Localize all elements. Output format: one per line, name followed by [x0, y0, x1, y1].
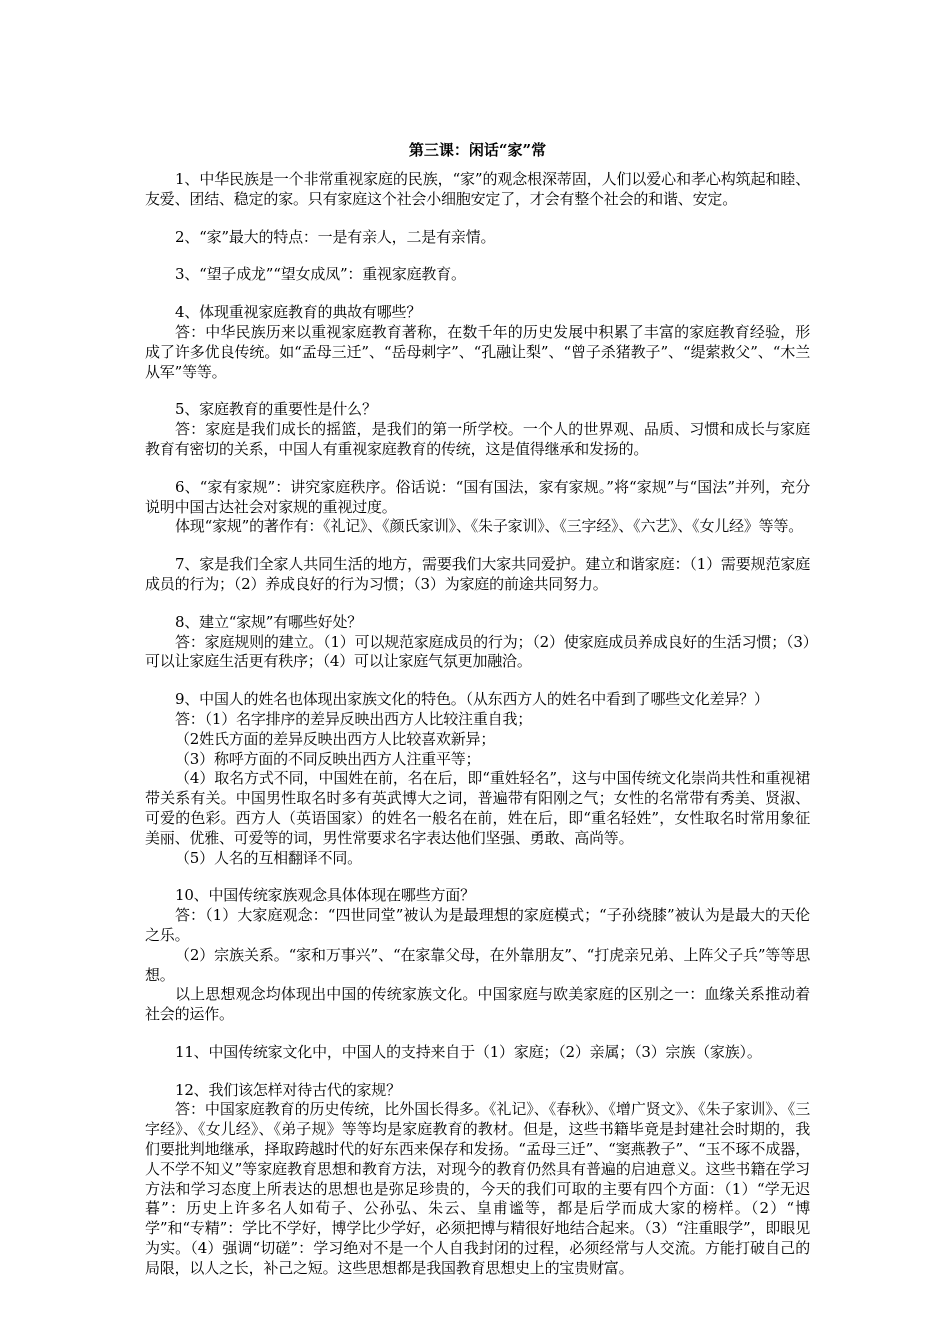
paragraph: 以上思想观念均体现出中国的传统家族文化。中国家庭与欧美家庭的区别之一：血缘关系推动着社会的运作。 — [145, 985, 810, 1024]
paragraph: 12、我们该怎样对待古代的家规？ — [175, 1080, 401, 1099]
paragraph: 2、“家”最大的特点：一是有亲人，二是有亲情。 — [175, 227, 496, 246]
paragraph: 8、建立“家规”有哪些好处？ — [175, 612, 363, 631]
paragraph: （2姓氏方面的差异反映出西方人比较喜欢新异； — [175, 729, 496, 748]
section-s2 — [145, 228, 810, 248]
paragraph: 1、中华民族是一个非常重视家庭的民族，“家”的观念根深蒂固，人们以爱心和孝心构筑起和睦、友爱、团结、稳定的家。只有家庭这个社会小细胞安定了，才会有整个社会的和谐、安定。 — [145, 170, 810, 208]
document-body — [145, 170, 810, 1279]
section-s3 — [145, 265, 810, 285]
paragraph: （3）称呼方面的不同反映出西方人注重平等； — [175, 749, 481, 768]
paragraph: 10、中国传统家族观念具体体现在哪些方面？ — [175, 886, 475, 905]
document-page — [145, 140, 810, 1297]
section-s1 — [145, 170, 810, 210]
section-s12 — [145, 1081, 810, 1279]
paragraph: 3、“望子成龙”“望女成凤”：重视家庭教育。 — [175, 265, 466, 284]
section-s4 — [145, 303, 810, 382]
section-s10 — [145, 886, 810, 1025]
paragraph: 7、家是我们全家人共同生活的地方，需要我们大家共同爱护。建立和谐家庭：（1）需要规范家庭成员的行为；（2）养成良好的行为习惯；（3）为家庭的前途共同努力。 — [145, 555, 810, 593]
document-title: 第三课：闲话“家”常 — [408, 141, 547, 159]
paragraph: 答：家庭是我们成长的摇篮，是我们的第一所学校。一个人的世界观、品质、习惯和成长与家庭教育有密切的关系，中国人有重视家庭教育的传统，这是值得继承和发扬的。 — [145, 420, 810, 458]
paragraph: 答：（1）大家庭观念：“四世同堂”被认为是最理想的家庭模式；“子孙绕膝”被认为是最大的天伦之乐。 — [145, 906, 810, 944]
paragraph: 答：中国家庭教育的历史传统，比外国长得多。《礼记》、《春秋》、《增广贤文》、《朱子家训》、《三字经》、《女儿经》、《弟子规》等等均是家庭教育的教材。但是，这些书籍毕竟是封建社会时期的，我们要批判地继承，择取跨越时代的好东西来保存和发扬。“孟母三迁”、“窦燕教子”、“玉不琢不成器，人不学不知义”等家庭教育思想和教育方法，对现今的教育仍然具有普遍的启迪意义。这些书籍在学习方法和学习态度上所表达的思想也是弥足珍贵的，今天的我们可取的主要有四个方面：（1）“学无迟暮”：历史上许多名人如荀子、公孙弘、朱云、皇甫谧等，都是后学而成大家的榜样。（2）“博学”和“专精”：学比不学好，博学比少学好，必须把博与精很好地结合起来。（3）“注重眼学”，即眼见为实。（4）强调“切磋”：学习绝对不是一个人自我封闭的过程，必须经常与人交流。方能打破自己的局限，以人之长，补己之短。这些思想都是我国教育思想史上的宝贵财富。 — [145, 1100, 810, 1277]
paragraph: 答：中华民族历来以重视家庭教育著称，在数千年的历史发展中积累了丰富的家庭教育经验，形成了许多优良传统。如“孟母三迁”、“岳母刺字”、“孔融让梨”、“曾子杀猪教子”、“缇萦救父”、“木兰从军”等等。 — [145, 322, 810, 381]
paragraph: 6、“家有家规”：讲究家庭秩序。俗话说：“国有国法，家有家规。”将“家规”与“国法”并列，充分说明中国古达社会对家规的重视过度。 — [145, 477, 810, 516]
section-s11 — [145, 1043, 810, 1063]
section-s6 — [145, 478, 810, 537]
paragraph: （5）人名的互相翻译不同。 — [175, 848, 362, 867]
paragraph: 5、家庭教育的重要性是什么？ — [175, 400, 377, 419]
paragraph: 4、体现重视家庭教育的典故有哪些？ — [175, 303, 422, 322]
paragraph: （4）取名方式不同，中国姓在前，名在后，即“重姓轻名”，这与中国传统文化崇尚共性和重视裙带关系有关。中国男性取名时多有英武博大之词，普遍带有阳刚之气；女性的名常带有秀美、贤淑、可爱的色彩。西方人（英语国家）的姓名一般名在前，姓在后，即“重名轻姓”，女性取名时常用象征美丽、优雅、可爱等的词，男性常要求名字表达他们坚强、勇敢、高尚等。 — [145, 769, 810, 847]
section-s9 — [145, 690, 810, 868]
section-s7 — [145, 555, 810, 595]
paragraph: 11、中国传统家文化中，中国人的支持来自于（1）家庭；（2）亲属；（3）宗族（家族）。 — [175, 1042, 762, 1061]
paragraph: 答：（1）名字排序的差异反映出西方人比较注重自我； — [175, 709, 533, 728]
paragraph: （2）宗族关系。“家和万事兴”、“在家靠父母，在外靠朋友”、“打虎亲兄弟、上阵父子兵”等等思想。 — [145, 945, 810, 984]
section-s8 — [145, 613, 810, 672]
paragraph: 9、中国人的姓名也体现出家族文化的特色。（从东西方人的姓名中看到了哪些文化差异？） — [175, 690, 769, 709]
section-s5 — [145, 400, 810, 459]
paragraph: 体现“家规”的著作有：《礼记》、《颜氏家训》、《朱子家训》、《三字经》、《六艺》、《女儿经》等等。 — [175, 517, 804, 536]
paragraph: 答：家庭规则的建立。（1）可以规范家庭成员的行为；（2）使家庭成员养成良好的生活习惯；（3）可以让家庭生活更有秩序；（4）可以让家庭气氛更加融洽。 — [145, 632, 810, 671]
